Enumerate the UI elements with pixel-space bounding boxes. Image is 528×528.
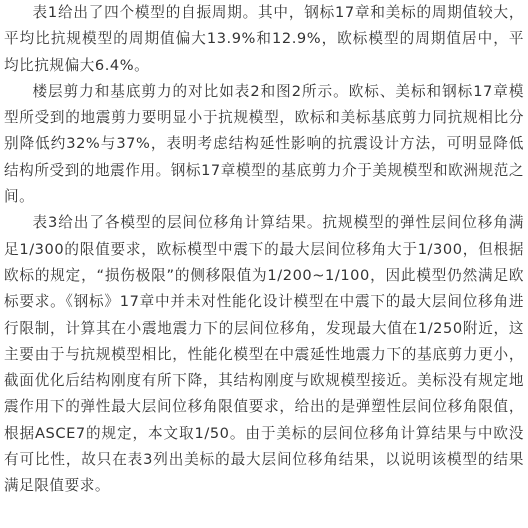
paragraph-periods: 表1给出了四个模型的自振周期。其中，钢标17章和美标的周期值较大，平均比抗规模型的周期值偏大13.9%和12.9%，欧标模型的周期值居中，平均比抗规偏大6.4%。 [4, 4, 524, 74]
article-body [4, 0, 524, 500]
paragraph-shear: 楼层剪力和基底剪力的对比如表2和图2所示。欧标、美标和钢标17章模型所受到的地震剪力要明显小于抗规模型，欧标和美标基底剪力同抗规相比分别降低约32%与37%，表明考虑结构延性影响的抗震设计方法，可明显降低结构所受到的地震作用。钢标17章模型的基底剪力介于美规模型和欧洲规范之间。 [4, 82, 524, 206]
paragraph-drift: 表3给出了各模型的层间位移角计算结果。抗规模型的弹性层间位移角满足1/300的限值要求，欧标模型中震下的最大层间位移角大于1/300，但根据欧标的规定，“损伤极限”的侧移限值为1/200~1/100，因此模型仍然满足欧标要求。《钢标》17章中并未对性能化设计模型在中震下的最大层间位移角进行限制，计算其在小震地震力下的层间位移角，发现最大值在1/250附近，这主要由于与抗规模型相比，性能化模型在中震延性地震力下的基底剪力更小，截面优化后结构刚度有所下降，其结构刚度与欧规模型接近。美标没有规定地震作用下的弹性最大层间位移角限值要求，给出的是弹塑性层间位移角限值，根据ASCE7的规定，本文取1/50。由于美标的层间位移角计算结果与中欧没有可比性，故只在表3列出美标的最大层间位移角结果，以说明该模型的结果满足限值要求。 [4, 214, 524, 495]
